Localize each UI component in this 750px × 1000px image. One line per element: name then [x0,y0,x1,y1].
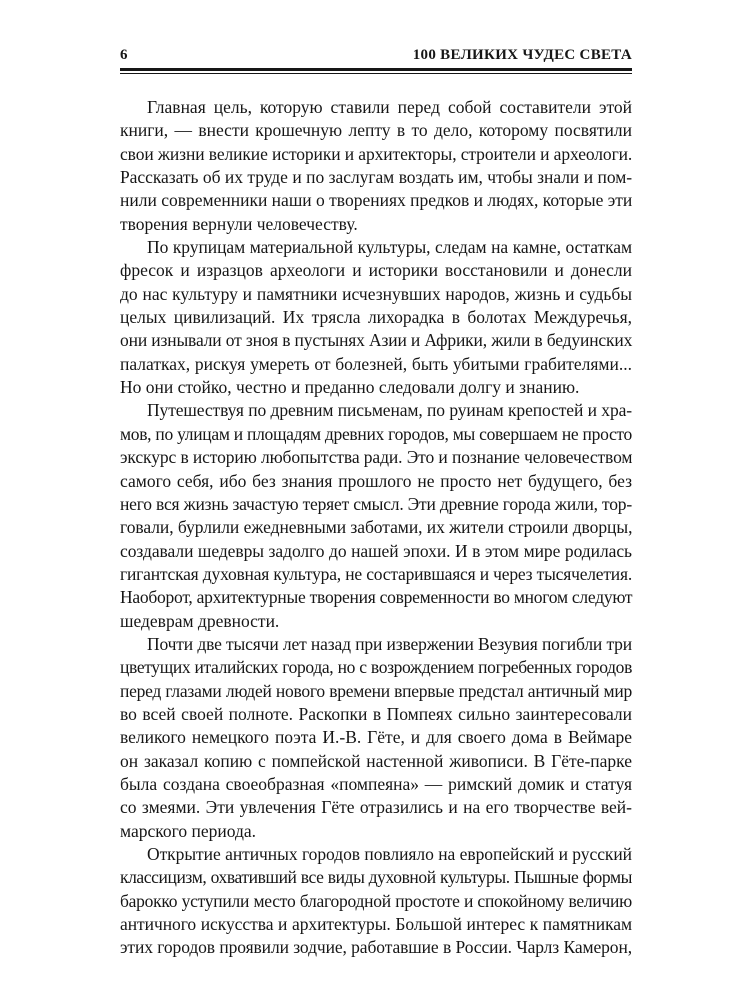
text-line: Путешествуя по древним письменам, по руинам крепостей и хра- [147,400,632,421]
text-line: гигантская духовная культура, не состарившаяся и через тысячелетия. [120,563,632,584]
text-line: Главная цель, которую ставили перед собой составители этой [147,97,632,117]
text-line: во всей своей полноте. Раскопки в Помпеях сильно заинтересовали [120,703,632,724]
header-rule-thick [120,68,632,71]
text-line: марского периода. [120,820,257,841]
text-line: нили современники наши о творениях предков и людях, которые эти [120,190,633,211]
text-line: они изнывали от зноя в пустынях Азии и Африки, жили в бедуинских [120,330,633,351]
text-line: классицизм, охвативший все виды духовной культуры. Пышные формы [120,867,632,888]
paragraph [120,236,632,399]
paragraph [120,399,632,632]
text-line: Рассказать об их труде и по заслугам воздать им, чтобы знали и пом- [120,167,632,188]
text-line: книги, — внести крошечную лепту в то дело, которому посвятили [120,120,632,141]
text-line: этих городов проявили зодчие, работавшие в России. Чарлз Камерон, [120,937,632,958]
text-line: говали, бурлили ежедневными заботами, их жители строили дворцы, [120,517,633,538]
text-line: со змеями. Эти увлечения Гёте отразились и на его творчестве вей- [120,797,632,818]
text-line: экскурс в историю любопытства ради. Это и познание человечеством [120,447,633,468]
text-line: до нас культуру и памятники исчезнувших народов, жизнь и судьбы [120,283,632,304]
text-line: фресок и изразцов археологи и историки восстановили и донесли [120,260,632,281]
book-title: 100 ВЕЛИКИХ ЧУДЕС СВЕТА [412,47,632,63]
header-rule-thin [120,73,632,74]
text-line: мов, по улицам и площадям древних городов, мы совершаем не просто [120,423,632,444]
text-line: создавали шедевры задолго до нашей эпохи. И в этом мире родилась [120,540,632,561]
text-line: Почти две тысячи лет назад при извержении Везувия погибли три [147,633,632,654]
text-line: творения вернули человечеству. [120,213,358,234]
text-line: него вся жизнь зачастую теряет смысл. Эти древние города жили, тор- [120,493,632,514]
paragraph [120,843,632,960]
text-line: свои жизни великие историки и архитекторы, строители и археологи. [120,143,633,164]
running-head [120,44,632,66]
text-line: Наоборот, архитектурные творения современности во многом следуют [120,587,633,608]
text-line: перед глазами людей нового времени впервые предстал античный мир [120,680,632,701]
text-line: античного искусства и архитектуры. Большой интерес к памятникам [120,914,632,935]
text-line: Но они стойко, честно и преданно следовали долгу и знанию. [120,377,580,398]
text-line: палатках, рискуя умереть от болезней, быть убитыми грабителями... [120,353,632,374]
text-line: целых цивилизаций. Их трясла лихорадка в болотах Междуречья, [120,307,632,328]
text-line: По крупицам материальной культуры, следам на камне, остаткам [147,237,632,258]
text-line: Открытие античных городов повлияло на европейский и русский [147,844,632,864]
text-line: великого немецкого поэта И.-В. Гёте, и для своего дома в Веймаре [120,727,632,748]
text-line: цветущих италийских города, но с возрождением погребенных городов [120,657,632,678]
text-line: он заказал копию с помпейской настенной живописи. В Гёте-парке [120,750,632,771]
text-line: была создана своеобразная «помпеяна» — римский домик и статуя [120,773,632,794]
book-page [120,0,632,1000]
text-line: барокко уступили место благородной простоте и спокойному величию [120,890,632,911]
paragraph [120,633,632,843]
text-line: шедеврам древности. [120,610,280,631]
paragraph [120,96,632,236]
text-line: самого себя, ибо без знания прошлого не просто нет будущего, без [120,470,632,491]
page-number: 6 [120,47,128,63]
body-text [120,96,632,960]
